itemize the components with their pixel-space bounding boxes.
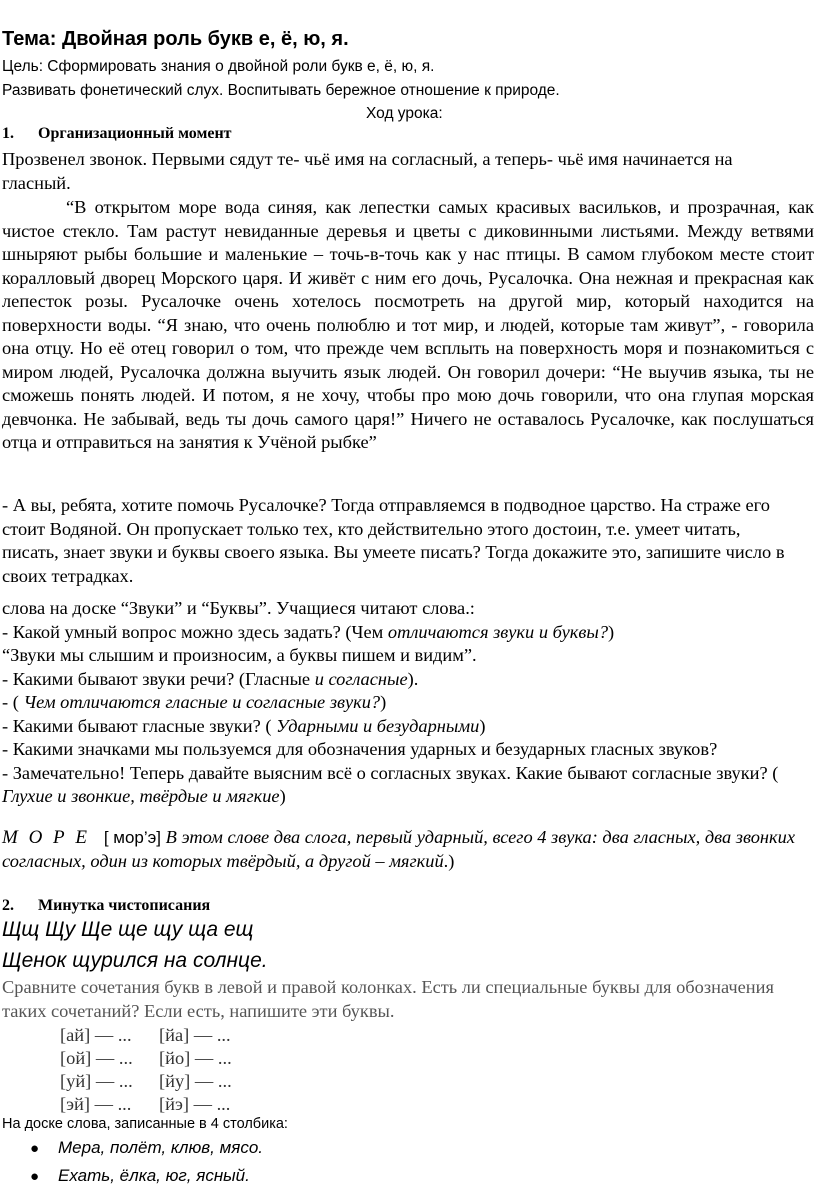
word-analysis: М О Р Е [ мор’э] В этом слове два слога, первый ударный, всего 4 звука: два гласных, два звонких согласных, один из которых твёрдый, а другой – мягкий.) xyxy=(2,827,796,871)
story-paragraph: “В открытом море вода синяя, как лепестки самых красивых васильков, и прозрачная, как чистое стекло. Там растут невиданные деревья и цветы с диковинными листьями. Между ветвями шныряют рыбы большие и маленькие – точь-в-точь как у нас птицы. В самом глубоком месте стоит коралловый дворец Морского царя. И живёт с ним его дочь, Русалочка. Она нежная и прекрасная как лепесток розы. Русалочке очень хотелось посмотреть на другой мир, который находится на поверхности воды. “Я знаю, что очень полюблю и тот мир, и людей, которые там живут”, - говорила она отцу. Но её отец говорил о том, что прежде чем всплыть на поверхность моря и познакомиться с миром людей, Русалочка должна выучить язык людей. Он говорил дочери: “Не выучив языка, ты не сможешь понять людей. И потом, я не хочу, чтобы про мою дочь говорили, что она глупая морская девчонка. Не забывай, ведь ты дочь самого царя!” Ничего не оставалось Русалочке, как послушаться отца и отправиться на занятия к Учёной рыбке” xyxy=(2,197,814,452)
calligraphy-letters: Щщ Щу Ще ще щу ща ещ xyxy=(2,918,254,941)
lesson-plan-heading: Ход урока: xyxy=(366,105,443,122)
comparison-row: [уй] — ... [йу] — ... xyxy=(60,1071,232,1091)
comparison-row: [ай] — ... [йа] — ... xyxy=(60,1025,231,1045)
section-title: Минутка чистописания xyxy=(38,897,211,914)
dialogue-line: - Замечательно! Теперь давайте выясним всё о согласных звуках. Какие бывают согласные звуки? ( Глухие и звонкие, твёрдые и мягкие) xyxy=(2,762,779,806)
section-title: Организационный момент xyxy=(38,125,232,142)
analysis-word: М О Р Е xyxy=(2,827,91,848)
dialogue-line: - ( Чем отличаются гласные и согласные звуки?) xyxy=(2,692,387,712)
comparison-row: [эй] — ... [йэ] — ... xyxy=(60,1094,231,1114)
comparison-task: Сравните сочетания букв в левой и правой колонках. Есть ли специальные буквы для обозначения таких сочетаний? Если есть, напишите эти буквы. xyxy=(2,977,774,1021)
dialogue-line: - Какими бывают звуки речи? (Гласные и согласные). xyxy=(2,668,419,689)
comparison-row: [ой] — ... [йо] — ... xyxy=(60,1048,232,1068)
dialogue-line: - Какими бывают гласные звуки? ( Ударными и безударными) xyxy=(2,715,486,736)
section-number: 1. xyxy=(2,125,14,142)
board-note: На доске слова, записанные в 4 столбика: xyxy=(2,1116,288,1132)
dialogue-line: слова на доске “Звуки” и “Буквы”. Учащиеся читают слова.: xyxy=(2,598,475,618)
dialogue-line: - Какими значками мы пользуемся для обозначения ударных и безударных гласных звуков? xyxy=(2,739,718,759)
bullet-icon: ● xyxy=(30,1140,40,1157)
section-2-heading xyxy=(2,897,210,915)
lesson-title: Тема: Двойная роль букв е, ё, ю, я. xyxy=(2,28,349,50)
bullet-item: ● Ехать, ёлка, юг, ясный. xyxy=(30,1166,250,1185)
bullet-item: ● Мера, полёт, клюв, мясо. xyxy=(30,1138,263,1157)
dialogue-block xyxy=(2,597,814,809)
intro-paragraph: Прозвенел звонок. Первыми сядут те- чьё имя на согласный, а теперь- чьё имя начинается на гласный. xyxy=(2,149,733,193)
bullet-icon: ● xyxy=(30,1168,40,1185)
section-number: 2. xyxy=(2,897,14,914)
dialogue-line: - Какой умный вопрос можно здесь задать? (Чем отличаются звуки и буквы?) xyxy=(2,621,615,642)
analysis-explanation: В этом слове два слога, первый ударный, всего 4 звука: два гласных, два звонких согласных, один из которых твёрдый, а другой – мягкий xyxy=(2,827,796,871)
appeal-paragraph: - А вы, ребята, хотите помочь Русалочке? Тогда отправляемся в подводное царство. На страже его стоит Водяной. Он пропускает только тех, кто действительно этого достоин, т.е. умеет читать, писать, знает звуки и буквы своего языка. Вы умеете писать? Тогда докажите это, запишите число в своих тетрадках. xyxy=(2,495,785,586)
lesson-goal: Цель: Сформировать знания о двойной роли букв е, ё, ю, я. xyxy=(2,58,435,75)
lesson-goal-continued: Развивать фонетический слух. Воспитывать бережное отношение к природе. xyxy=(2,82,560,99)
section-1-heading xyxy=(2,125,232,143)
transcription: [ мор’э] xyxy=(103,828,162,847)
dialogue-line: “Звуки мы слышим и произносим, а буквы пишем и видим”. xyxy=(2,645,477,665)
calligraphy-sentence: Щенок щурился на солнце. xyxy=(2,949,268,972)
